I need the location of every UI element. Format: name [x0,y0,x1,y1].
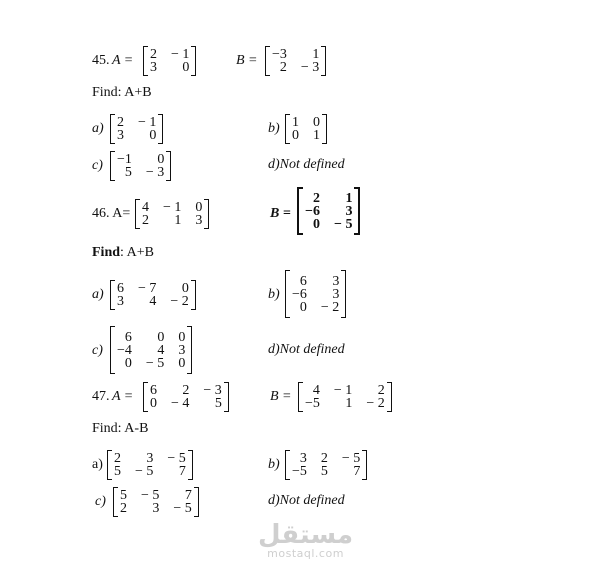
q46-opt-d: d)Not defined [268,342,345,357]
q47-matrix-b [298,382,392,412]
matrix-cell: 7 [184,488,192,503]
q47-opt-c-label: c) [95,494,106,509]
matrix-cell: 2 [279,60,287,75]
q46-b-eq: B = [270,206,291,221]
matrix-cell: 2 [142,213,149,228]
q45-opt-d: d)Not defined [268,157,345,172]
matrix-cell: 0 [157,329,165,345]
bracket-right [188,450,193,480]
matrix-grid [290,450,362,480]
bracket-right [362,450,367,480]
matrix-grid [148,382,224,412]
q47-opt-c-matrix [113,487,199,517]
matrix-grid [270,46,321,76]
matrix-cell: 3 [152,501,160,516]
matrix-cell: − 1 [138,115,157,130]
q47-a-eq: A = [112,389,134,404]
q45-matrix-b [265,46,326,76]
matrix-cell: 0 [150,396,157,411]
matrix-cell: 6 [117,281,124,296]
matrix-cell: 0 [181,281,189,296]
bracket-right [322,114,327,144]
matrix-cell: −6 [305,203,320,219]
bracket-right [158,114,163,144]
matrix-cell: − 5 [341,451,361,466]
matrix-grid [148,46,191,76]
q45-a-eq: A = [112,53,134,68]
matrix-cell: −1 [117,152,132,167]
mostaql-watermark-logo [258,522,353,560]
bracket-right [354,187,360,235]
matrix-cell: 0 [312,216,320,232]
matrix-cell: − 5 [173,501,192,516]
matrix-grid [303,382,387,412]
q47-matrix-a [143,382,229,412]
matrix-cell: − 1 [333,383,353,398]
matrix-cell: 0 [313,115,320,130]
matrix-cell: − 3 [300,60,320,75]
matrix-cell: − 5 [167,451,186,466]
q47-opt-d: d)Not defined [268,493,345,508]
q46-find [92,245,154,261]
matrix-cell: 1 [345,190,353,206]
bracket-right [187,326,192,374]
q45-opt-b-label: b) [268,121,280,136]
matrix-cell: 1 [345,396,353,411]
q45-opt-c-label: c) [92,158,103,173]
matrix-cell: 2 [377,383,385,398]
matrix-cell: 5 [124,165,132,180]
matrix-cell: 3 [299,451,307,466]
matrix-cell: 0 [124,355,132,371]
q47-opt-b-label: b) [268,457,280,472]
q46-opt-b-label: b) [268,287,280,302]
matrix-cell: − 7 [138,281,157,296]
matrix-grid [140,199,204,229]
matrix-cell: 4 [149,294,157,309]
matrix-cell: − 5 [141,488,160,503]
q47-label: 47. [92,389,110,404]
matrix-cell: 0 [178,329,186,345]
q46-matrix-a [135,199,209,229]
q46-opt-c-label: c) [92,343,103,358]
matrix-grid [115,151,166,181]
bracket-right [194,487,199,517]
matrix-cell: −3 [272,47,287,62]
matrix-cell: 0 [182,60,190,75]
matrix-cell: 2 [312,190,320,206]
matrix-cell: 3 [150,60,157,75]
matrix-cell: 7 [353,464,361,479]
matrix-cell: 0 [292,128,299,143]
matrix-cell: 5 [214,396,222,411]
q47-opt-a-label: a) [92,457,103,472]
matrix-cell: − 1 [163,200,182,215]
matrix-cell: − 2 [320,299,340,315]
matrix-cell: 3 [195,213,203,228]
q46-opt-a-label: a) [92,287,104,302]
matrix-grid [115,280,191,310]
matrix-cell: − 4 [171,396,190,411]
matrix-grid [112,450,188,480]
matrix-cell: 7 [178,464,186,479]
matrix-cell: 2 [120,501,127,516]
matrix-cell: − 5 [145,355,165,371]
q47-opt-b-matrix [285,450,367,480]
matrix-cell: − 5 [333,216,353,232]
matrix-cell: 3 [332,273,340,289]
matrix-cell: 3 [146,451,154,466]
matrix-cell: − 2 [366,396,385,411]
q47-b-eq: B = [270,389,292,404]
q46-find-bold: Find [92,245,121,260]
q45-find: Find: A+B [92,85,152,100]
bracket-right [321,46,326,76]
matrix-grid [290,114,322,144]
matrix-cell: 3 [117,294,124,309]
bracket-right [191,280,196,310]
matrix-cell: −5 [292,464,307,479]
matrix-grid [290,270,341,318]
matrix-grid [115,326,187,374]
watermark-latin: mostaql.com [267,547,344,560]
q47-find: Find: A-B [92,421,149,436]
matrix-cell: 2 [150,47,157,62]
matrix-cell: − 2 [170,294,189,309]
matrix-cell: −4 [117,342,132,358]
matrix-grid [115,114,158,144]
matrix-grid [303,187,354,235]
matrix-cell: 5 [114,464,121,479]
bracket-right [341,270,346,318]
matrix-cell: 1 [313,128,320,143]
bracket-right [387,382,392,412]
q45-opt-c-matrix [110,151,171,181]
matrix-cell: 0 [178,355,186,371]
q45-opt-a-label: a) [92,121,104,136]
matrix-cell: 1 [312,47,320,62]
matrix-cell: 2 [182,383,190,398]
matrix-cell: − 3 [203,383,222,398]
q46-opt-b-matrix [285,270,346,318]
matrix-cell: −6 [292,286,307,302]
q45-b-eq: B = [236,53,258,68]
matrix-cell: 2 [114,451,121,466]
matrix-cell: 1 [174,213,182,228]
matrix-cell: 0 [195,200,203,215]
matrix-cell: 4 [312,383,320,398]
matrix-cell: 2 [117,115,124,130]
q46-label: 46. A= [92,206,131,221]
matrix-cell: 0 [149,128,157,143]
matrix-cell: − 5 [135,464,154,479]
matrix-cell: − 3 [145,165,165,180]
matrix-cell: 0 [157,152,165,167]
matrix-grid [118,487,194,517]
bracket-right [204,199,209,229]
matrix-cell: 1 [292,115,299,130]
matrix-cell: 6 [124,329,132,345]
q45-label: 45. [92,53,110,68]
bracket-right [166,151,171,181]
matrix-cell: 5 [120,488,127,503]
matrix-cell: 2 [320,451,328,466]
q46-find-rest: : A+B [120,245,154,260]
bracket-right [224,382,229,412]
q46-opt-a-matrix [110,280,196,310]
bracket-right [191,46,196,76]
matrix-cell: 3 [345,203,353,219]
matrix-cell: 3 [178,342,186,358]
matrix-cell: 4 [157,342,165,358]
matrix-cell: 0 [299,299,307,315]
matrix-cell: 6 [150,383,157,398]
matrix-cell: − 1 [171,47,190,62]
matrix-cell: 3 [332,286,340,302]
watermark-arabic: مستقل [258,520,354,550]
matrix-cell: 3 [117,128,124,143]
q47-opt-a-matrix [107,450,193,480]
q45-opt-b-matrix [285,114,327,144]
matrix-cell: 4 [142,200,149,215]
q46-opt-c-matrix [110,326,192,374]
q45-matrix-a [143,46,196,76]
matrix-cell: 6 [299,273,307,289]
matrix-cell: −5 [305,396,320,411]
q46-matrix-b [297,187,360,235]
q45-opt-a-matrix [110,114,163,144]
matrix-cell: 5 [320,464,328,479]
